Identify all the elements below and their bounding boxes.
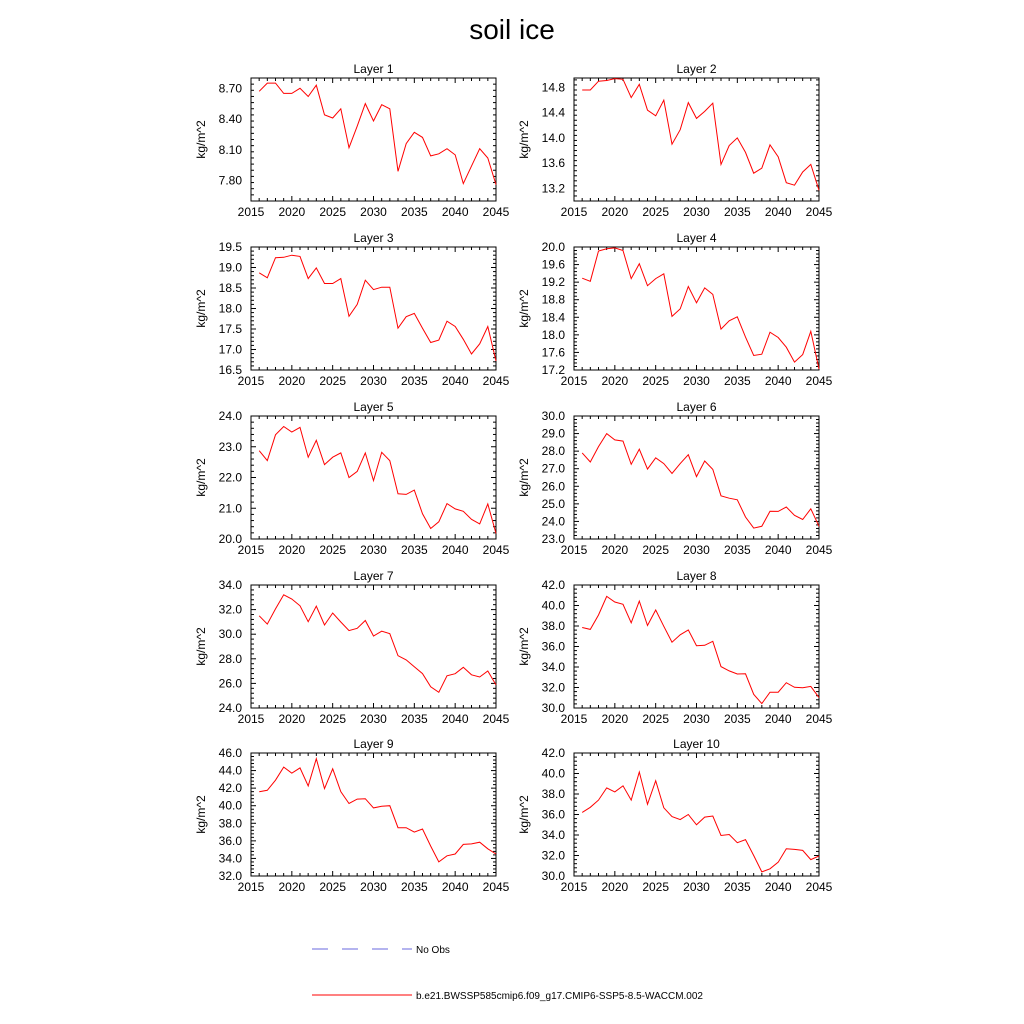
series-line xyxy=(259,427,496,534)
x-tick-label: 2025 xyxy=(319,205,347,219)
plot-frame xyxy=(574,753,819,876)
x-tick-label: 2045 xyxy=(805,880,833,894)
y-tick-label: 46.0 xyxy=(218,746,242,760)
y-tick-label: 13.2 xyxy=(541,181,565,196)
x-tick-label: 2015 xyxy=(560,374,588,388)
plot-frame xyxy=(251,416,496,539)
x-tick-label: 2040 xyxy=(764,880,792,894)
x-tick-label: 2045 xyxy=(482,712,510,726)
y-tick-label: 30.0 xyxy=(541,409,565,423)
y-tick-label: 18.0 xyxy=(218,301,242,316)
plot-frame xyxy=(251,78,496,201)
x-tick-label: 2030 xyxy=(360,712,387,726)
y-axis-label: kg/m^2 xyxy=(194,458,208,497)
x-tick-label: 2030 xyxy=(360,880,387,894)
x-tick-label: 2030 xyxy=(360,374,387,388)
panel-title: Layer 7 xyxy=(353,569,394,583)
y-tick-label: 32.0 xyxy=(218,602,242,617)
x-tick-label: 2025 xyxy=(642,205,670,219)
x-tick-label: 2035 xyxy=(723,374,751,388)
x-tick-label: 2015 xyxy=(237,712,265,726)
x-tick-label: 2025 xyxy=(642,374,670,388)
panel-title: Layer 8 xyxy=(676,569,717,583)
x-tick-label: 2025 xyxy=(319,543,347,557)
y-tick-label: 29.0 xyxy=(541,426,565,441)
chart-panels xyxy=(194,62,833,894)
plot-frame xyxy=(574,585,819,708)
plot-frame xyxy=(574,78,819,201)
y-tick-label: 18.0 xyxy=(541,327,565,342)
y-tick-label: 40.0 xyxy=(541,598,565,613)
y-tick-label: 32.0 xyxy=(541,848,565,863)
x-tick-label: 2035 xyxy=(400,880,428,894)
figure-title: soil ice xyxy=(469,14,555,45)
y-tick-label: 23.0 xyxy=(541,532,565,546)
y-tick-label: 28.0 xyxy=(218,651,242,666)
plot-frame xyxy=(574,247,819,370)
y-tick-label: 36.0 xyxy=(541,639,565,654)
panel-layer-6 xyxy=(517,400,833,557)
x-tick-label: 2040 xyxy=(764,543,792,557)
y-tick-label: 26.0 xyxy=(541,479,565,494)
legend xyxy=(312,945,703,1002)
series-line xyxy=(582,596,819,703)
x-tick-label: 2035 xyxy=(723,712,751,726)
y-tick-label: 16.5 xyxy=(218,363,242,377)
y-tick-label: 32.0 xyxy=(541,680,565,695)
x-tick-label: 2020 xyxy=(601,543,629,557)
panel-title: Layer 2 xyxy=(676,62,717,76)
x-tick-label: 2045 xyxy=(482,374,510,388)
y-axis-label: kg/m^2 xyxy=(194,120,208,159)
x-tick-label: 2045 xyxy=(482,205,510,219)
y-tick-label: 34.0 xyxy=(218,851,242,866)
y-tick-label: 40.0 xyxy=(218,798,242,813)
y-tick-label: 22.0 xyxy=(218,470,242,485)
x-tick-label: 2020 xyxy=(601,374,629,388)
x-tick-label: 2020 xyxy=(278,880,306,894)
x-tick-label: 2020 xyxy=(278,712,306,726)
plot-frame xyxy=(251,585,496,708)
x-tick-label: 2045 xyxy=(482,543,510,557)
y-tick-label: 18.8 xyxy=(541,292,565,307)
y-tick-label: 42.0 xyxy=(541,746,565,760)
panel-layer-1 xyxy=(194,62,510,219)
y-tick-label: 38.0 xyxy=(541,619,565,633)
panel-layer-7 xyxy=(194,569,510,726)
series-line xyxy=(582,434,819,528)
y-tick-label: 18.4 xyxy=(541,310,565,325)
x-tick-label: 2035 xyxy=(400,543,428,557)
y-axis-label: kg/m^2 xyxy=(517,289,531,328)
panel-title: Layer 3 xyxy=(353,231,394,245)
y-tick-label: 42.0 xyxy=(218,781,242,796)
x-tick-label: 2040 xyxy=(764,712,792,726)
x-tick-label: 2045 xyxy=(482,880,510,894)
series-line xyxy=(259,255,496,361)
x-tick-label: 2025 xyxy=(642,712,670,726)
x-tick-label: 2030 xyxy=(683,712,710,726)
x-tick-label: 2020 xyxy=(601,880,629,894)
series-line xyxy=(259,83,496,185)
x-tick-label: 2045 xyxy=(805,205,833,219)
x-tick-label: 2015 xyxy=(560,880,588,894)
x-tick-label: 2040 xyxy=(441,880,469,894)
y-tick-label: 17.2 xyxy=(541,363,565,377)
series-line xyxy=(582,79,819,191)
panel-title: Layer 4 xyxy=(676,231,717,245)
y-tick-label: 34.0 xyxy=(541,828,565,842)
panel-title: Layer 5 xyxy=(353,400,394,414)
y-tick-label: 25.0 xyxy=(541,496,565,511)
panel-layer-5 xyxy=(194,400,510,557)
y-tick-label: 17.5 xyxy=(218,322,242,336)
series-line xyxy=(259,595,496,693)
x-tick-label: 2045 xyxy=(805,712,833,726)
x-tick-label: 2030 xyxy=(683,880,710,894)
y-tick-label: 17.6 xyxy=(541,345,565,360)
x-tick-label: 2025 xyxy=(319,880,347,894)
x-tick-label: 2045 xyxy=(805,543,833,557)
x-tick-label: 2015 xyxy=(237,880,265,894)
x-tick-label: 2015 xyxy=(237,543,265,557)
series-line xyxy=(582,248,819,369)
y-axis-label: kg/m^2 xyxy=(194,795,208,834)
x-tick-label: 2030 xyxy=(360,205,387,219)
y-tick-label: 30.0 xyxy=(541,701,565,715)
x-tick-label: 2035 xyxy=(723,205,751,219)
y-tick-label: 32.0 xyxy=(218,869,242,883)
x-tick-label: 2020 xyxy=(278,205,306,219)
x-tick-label: 2015 xyxy=(237,374,265,388)
x-tick-label: 2025 xyxy=(642,880,670,894)
y-tick-label: 23.0 xyxy=(218,439,242,454)
y-axis-label: kg/m^2 xyxy=(517,795,531,834)
x-tick-label: 2040 xyxy=(441,205,469,219)
panel-layer-8 xyxy=(517,569,833,726)
x-tick-label: 2035 xyxy=(723,880,751,894)
y-tick-label: 17.0 xyxy=(218,342,242,357)
y-tick-label: 19.5 xyxy=(218,240,242,254)
y-tick-label: 19.0 xyxy=(218,260,242,275)
y-tick-label: 21.0 xyxy=(218,501,242,516)
x-tick-label: 2015 xyxy=(560,205,588,219)
y-tick-label: 27.0 xyxy=(541,461,565,476)
y-tick-label: 36.0 xyxy=(541,807,565,822)
y-tick-label: 24.0 xyxy=(541,514,565,529)
legend-label-no-obs: No Obs xyxy=(416,945,450,956)
panel-layer-9 xyxy=(194,737,510,894)
panel-layer-4 xyxy=(517,231,833,388)
y-tick-label: 44.0 xyxy=(218,763,242,778)
y-tick-label: 8.10 xyxy=(218,142,242,157)
panel-title: Layer 9 xyxy=(353,737,394,751)
y-tick-label: 42.0 xyxy=(541,578,565,592)
y-tick-label: 14.4 xyxy=(541,105,565,120)
x-tick-label: 2020 xyxy=(278,543,306,557)
x-tick-label: 2040 xyxy=(441,543,469,557)
legend-label-model: b.e21.BWSSP585cmip6.f09_g17.CMIP6-SSP5-8.5-WACCM.002 xyxy=(416,991,703,1002)
y-tick-label: 20.0 xyxy=(218,532,242,546)
x-tick-label: 2040 xyxy=(764,205,792,219)
x-tick-label: 2035 xyxy=(723,543,751,557)
x-tick-label: 2035 xyxy=(400,205,428,219)
x-tick-label: 2015 xyxy=(560,543,588,557)
plot-frame xyxy=(251,247,496,370)
y-tick-label: 13.6 xyxy=(541,156,565,171)
x-tick-label: 2045 xyxy=(805,374,833,388)
panel-title: Layer 6 xyxy=(676,400,717,414)
panel-title: Layer 10 xyxy=(673,737,720,751)
x-tick-label: 2025 xyxy=(319,712,347,726)
y-tick-label: 19.6 xyxy=(541,257,565,272)
x-tick-label: 2035 xyxy=(400,712,428,726)
x-tick-label: 2015 xyxy=(560,712,588,726)
series-line xyxy=(582,772,819,872)
x-tick-label: 2020 xyxy=(278,374,306,388)
series-line xyxy=(259,759,496,862)
x-tick-label: 2020 xyxy=(601,205,629,219)
x-tick-label: 2025 xyxy=(642,543,670,557)
x-tick-label: 2025 xyxy=(319,374,347,388)
y-axis-label: kg/m^2 xyxy=(517,627,531,666)
x-tick-label: 2030 xyxy=(683,374,710,388)
y-tick-label: 24.0 xyxy=(218,409,242,423)
y-axis-label: kg/m^2 xyxy=(194,289,208,328)
x-tick-label: 2020 xyxy=(601,712,629,726)
x-tick-label: 2040 xyxy=(441,712,469,726)
y-axis-label: kg/m^2 xyxy=(194,627,208,666)
y-tick-label: 7.80 xyxy=(218,173,242,188)
x-tick-label: 2035 xyxy=(400,374,428,388)
plot-frame xyxy=(251,753,496,876)
y-tick-label: 30.0 xyxy=(541,869,565,883)
x-tick-label: 2030 xyxy=(360,543,387,557)
x-tick-label: 2040 xyxy=(441,374,469,388)
y-tick-label: 8.40 xyxy=(218,112,242,126)
y-axis-label: kg/m^2 xyxy=(517,458,531,497)
y-axis-label: kg/m^2 xyxy=(517,120,531,159)
y-tick-label: 38.0 xyxy=(541,787,565,801)
y-tick-label: 34.0 xyxy=(541,660,565,674)
y-tick-label: 40.0 xyxy=(541,766,565,781)
y-tick-label: 8.70 xyxy=(218,81,242,96)
y-tick-label: 28.0 xyxy=(541,444,565,459)
y-tick-label: 14.0 xyxy=(541,130,565,145)
panel-layer-3 xyxy=(194,231,510,388)
y-tick-label: 18.5 xyxy=(218,281,242,295)
panel-layer-2 xyxy=(517,62,833,219)
y-tick-label: 14.8 xyxy=(541,80,565,95)
panel-title: Layer 1 xyxy=(353,62,394,76)
y-tick-label: 30.0 xyxy=(218,627,242,642)
panel-layer-10 xyxy=(517,737,833,894)
x-tick-label: 2040 xyxy=(764,374,792,388)
y-tick-label: 20.0 xyxy=(541,240,565,254)
y-tick-label: 26.0 xyxy=(218,676,242,691)
y-tick-label: 34.0 xyxy=(218,578,242,592)
y-tick-label: 24.0 xyxy=(218,701,242,715)
x-tick-label: 2030 xyxy=(683,543,710,557)
x-tick-label: 2030 xyxy=(683,205,710,219)
y-tick-label: 38.0 xyxy=(218,816,242,831)
y-tick-label: 19.2 xyxy=(541,275,565,290)
y-tick-label: 36.0 xyxy=(218,833,242,848)
x-tick-label: 2015 xyxy=(237,205,265,219)
